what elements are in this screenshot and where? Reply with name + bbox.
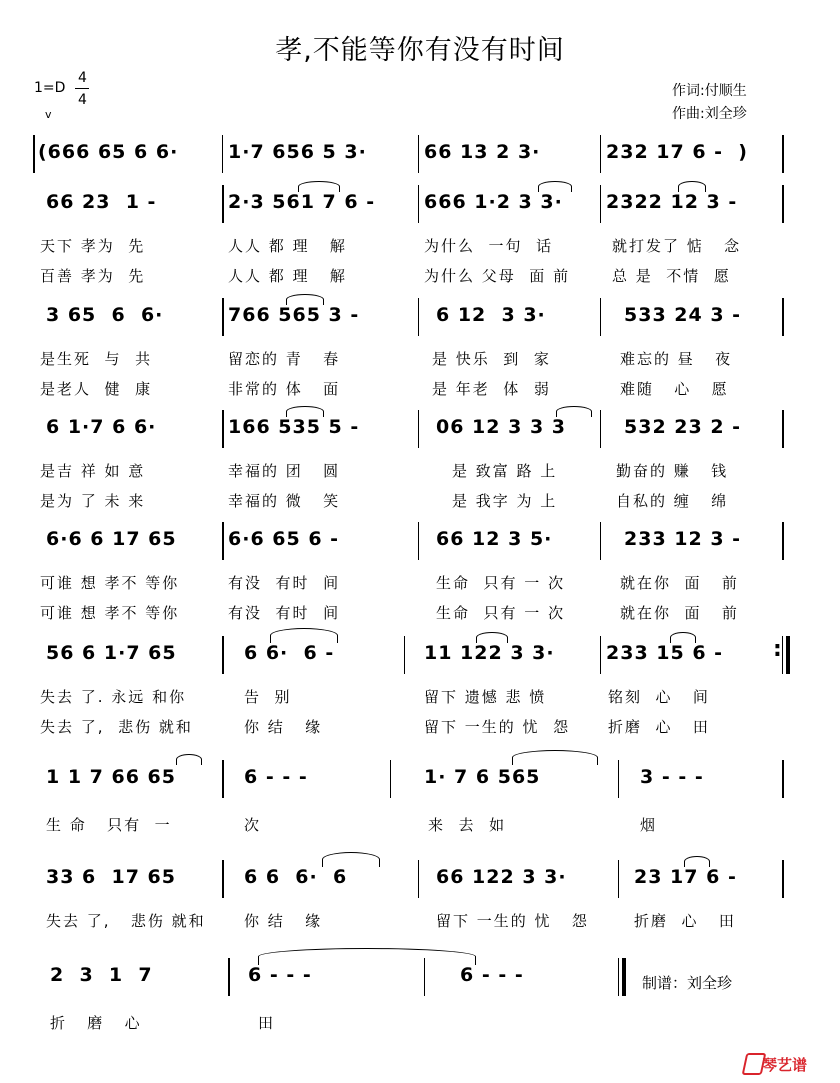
lyric-line-1: 就在你 面 前: [620, 574, 739, 592]
measure-2: 166 535 5 -: [228, 416, 360, 438]
measure-1: 3 65 6 6·: [46, 304, 164, 326]
measure-2: 1·7 656 5 3·: [228, 141, 367, 163]
barline: [600, 522, 601, 560]
barline: [782, 522, 784, 560]
lyric-line-2: 失去 了, 悲伤 就和: [40, 718, 193, 736]
slur: [476, 632, 508, 643]
measure-3: 6 12 3 3·: [436, 304, 546, 326]
key-signature: 1=D: [34, 80, 66, 96]
lyric-line-1: 有没 有时 间: [228, 574, 341, 592]
measure-3: 66 122 3 3·: [436, 866, 567, 888]
lyric-line-1: 次: [244, 816, 262, 834]
barline: [222, 636, 224, 674]
measure-1: 6·6 6 17 65: [46, 528, 177, 550]
measure-3: 06 12 3 3 3: [436, 416, 567, 438]
barline: [618, 958, 619, 996]
barline: [222, 760, 224, 798]
lyric-line-1: 是吉 祥 如 意: [40, 462, 146, 480]
measure-4: 532 23 2 -: [624, 416, 742, 438]
measure-1: 56 6 1·7 65: [46, 642, 177, 664]
barline: [600, 410, 601, 448]
lyric-line-1: 留恋的 青 春: [228, 350, 341, 368]
lyric-line-1: 为什么 一句 话: [424, 237, 554, 255]
barline: [600, 185, 601, 223]
lyric-line-1: 烟: [640, 816, 658, 834]
barline: [418, 522, 419, 560]
lyric-line-2: 可谁 想 孝不 等你: [40, 604, 180, 622]
measure-2: 766 565 3 -: [228, 304, 360, 326]
measure-2: 6 6· 6 -: [244, 642, 335, 664]
barline: [618, 760, 619, 798]
measure-4: 233 15 6 -: [606, 642, 724, 664]
barline: [782, 860, 784, 898]
lyric-line-1: 留下 遗憾 悲 愤: [424, 688, 547, 706]
lyric-line-2: 幸福的 微 笑: [228, 492, 341, 510]
measure-3: 1· 7 6 565: [424, 766, 541, 788]
lyric-line-2: 你 结 缘: [244, 718, 323, 736]
slur: [286, 406, 324, 417]
barline: [600, 298, 601, 336]
site-logo[interactable]: 琴艺谱: [762, 1056, 808, 1074]
measure-1: 66 23 1 -: [46, 191, 157, 213]
lyric-line-1: 可谁 想 孝不 等你: [40, 574, 180, 592]
slur: [556, 406, 592, 417]
measure-1: 2 3 1 7: [50, 964, 153, 986]
slur: [286, 294, 324, 305]
lyric-line-1: 折 磨 心: [50, 1014, 142, 1032]
lyric-line-1: 生 命 只有 一: [46, 816, 172, 834]
breath-mark: v: [45, 108, 52, 121]
slur: [538, 181, 572, 192]
barline: [622, 958, 626, 996]
measure-1: 33 6 17 65: [46, 866, 177, 888]
lyric-line-2: 留下 一生的 忧 怨: [424, 718, 571, 736]
measure-2: 6 - - -: [244, 766, 308, 788]
lyric-line-2: 为什么 父母 面 前: [424, 267, 571, 285]
barline: [618, 860, 619, 898]
slur: [512, 750, 598, 765]
slur: [684, 856, 710, 867]
measure-4: 3 - - -: [640, 766, 704, 788]
measure-3: 6 - - -: [460, 964, 524, 986]
time-signature-top: 4: [78, 70, 87, 86]
measure-1: 6 1·7 6 6·: [46, 416, 157, 438]
measure-3: 66 12 3 5·: [436, 528, 553, 550]
lyric-line-1: 人人 都 理 解: [228, 237, 347, 255]
barline: [600, 636, 601, 674]
lyric-line-2: 自私的 缠 绵: [616, 492, 729, 510]
lyric-line-1: 生命 只有 一 次: [436, 574, 566, 592]
measure-1: 1 1 7 66 65: [46, 766, 177, 788]
barline: [222, 410, 224, 448]
lyric-line-2: 生命 只有 一 次: [436, 604, 566, 622]
lyric-line-1: 是生死 与 共: [40, 350, 153, 368]
measure-3: 666 1·2 3 3·: [424, 191, 563, 213]
measure-4: 533 24 3 -: [624, 304, 742, 326]
barline: [222, 298, 224, 336]
lyric-line-1: 失去 了, 悲伤 就和: [46, 912, 206, 930]
lyric-line-2: 总 是 不情 愿: [612, 267, 731, 285]
lyric-line-1: 折磨 心 田: [634, 912, 736, 930]
lyric-line-1: 是 快乐 到 家: [432, 350, 551, 368]
lyric-line-1: 幸福的 团 圆: [228, 462, 341, 480]
lyric-line-1: 铭刻 心 间: [608, 688, 710, 706]
measure-4: 23 17 6 -: [634, 866, 737, 888]
barline: [390, 760, 391, 798]
lyric-line-1: 田: [258, 1014, 276, 1032]
composer-credit: 作曲:刘全珍: [672, 106, 747, 122]
slur: [258, 948, 476, 965]
barline: [424, 958, 425, 996]
measure-1: (666 65 6 6·: [38, 141, 179, 163]
transcriber-credit: 制谱：刘全珍: [642, 974, 733, 992]
barline: [228, 958, 230, 996]
lyric-line-2: 是老人 健 康: [40, 380, 153, 398]
barline: [782, 135, 784, 173]
lyric-line-1: 勤奋的 赚 钱: [616, 462, 729, 480]
lyric-line-1: 天下 孝为 先: [40, 237, 146, 255]
barline: [222, 135, 223, 173]
barline: [782, 636, 783, 674]
barline: [782, 410, 784, 448]
slur: [270, 628, 338, 643]
barline: [786, 636, 790, 674]
lyric-line-2: 非常的 体 面: [228, 380, 341, 398]
barline: [222, 860, 224, 898]
barline: [222, 522, 224, 560]
lyricist-credit: 作词:付顺生: [672, 83, 747, 99]
barline: [222, 185, 224, 223]
slur: [678, 181, 706, 192]
barline: [418, 185, 419, 223]
score-title: 孝,不能等你有没有时间: [275, 35, 565, 66]
lyric-line-2: 是 年老 体 弱: [432, 380, 551, 398]
slur: [670, 632, 696, 643]
time-signature-bottom: 4: [78, 92, 87, 108]
measure-3: 11 122 3 3·: [424, 642, 555, 664]
lyric-line-1: 是 致富 路 上: [452, 462, 558, 480]
measure-3: 66 13 2 3·: [424, 141, 541, 163]
lyric-line-1: 难忘的 昼 夜: [620, 350, 733, 368]
lyric-line-2: 就在你 面 前: [620, 604, 739, 622]
lyric-line-1: 留下 一生的 忧 怨: [436, 912, 589, 930]
measure-2: 6·6 65 6 -: [228, 528, 340, 550]
measure-2: 2·3 561 7 6 -: [228, 191, 376, 213]
measure-4: 233 12 3 -: [624, 528, 742, 550]
lyric-line-1: 你 结 缘: [244, 912, 323, 930]
lyric-line-2: 人人 都 理 解: [228, 267, 347, 285]
measure-4: 2322 12 3 -: [606, 191, 738, 213]
barline: [418, 860, 419, 898]
lyric-line-1: 来 去 如: [428, 816, 507, 834]
lyric-line-2: 难随 心 愿: [620, 380, 729, 398]
lyric-line-2: 有没 有时 间: [228, 604, 341, 622]
barline: [404, 636, 405, 674]
barline: [33, 135, 35, 173]
barline: [782, 185, 784, 223]
lyric-line-2: 折磨 心 田: [608, 718, 710, 736]
lyric-line-2: 是为 了 未 来: [40, 492, 146, 510]
barline: [782, 298, 784, 336]
measure-2: 6 6 6· 6: [244, 866, 348, 888]
measure-2: 6 - - -: [248, 964, 312, 986]
barline: [418, 135, 419, 173]
barline: [782, 760, 784, 798]
measure-4: 232 17 6 - ): [606, 141, 748, 163]
slur: [176, 754, 202, 765]
lyric-line-1: 失去 了. 永远 和你: [40, 688, 187, 706]
lyric-line-2: 是 我字 为 上: [452, 492, 558, 510]
slur: [298, 181, 340, 192]
lyric-line-2: 百善 孝为 先: [40, 267, 146, 285]
barline: [600, 135, 601, 173]
repeat-dots: :: [773, 637, 782, 662]
lyric-line-1: 告 别: [244, 688, 292, 706]
lyric-line-1: 就打发了 惦 念: [612, 237, 742, 255]
slur: [322, 852, 380, 867]
barline: [418, 410, 419, 448]
barline: [418, 298, 419, 336]
